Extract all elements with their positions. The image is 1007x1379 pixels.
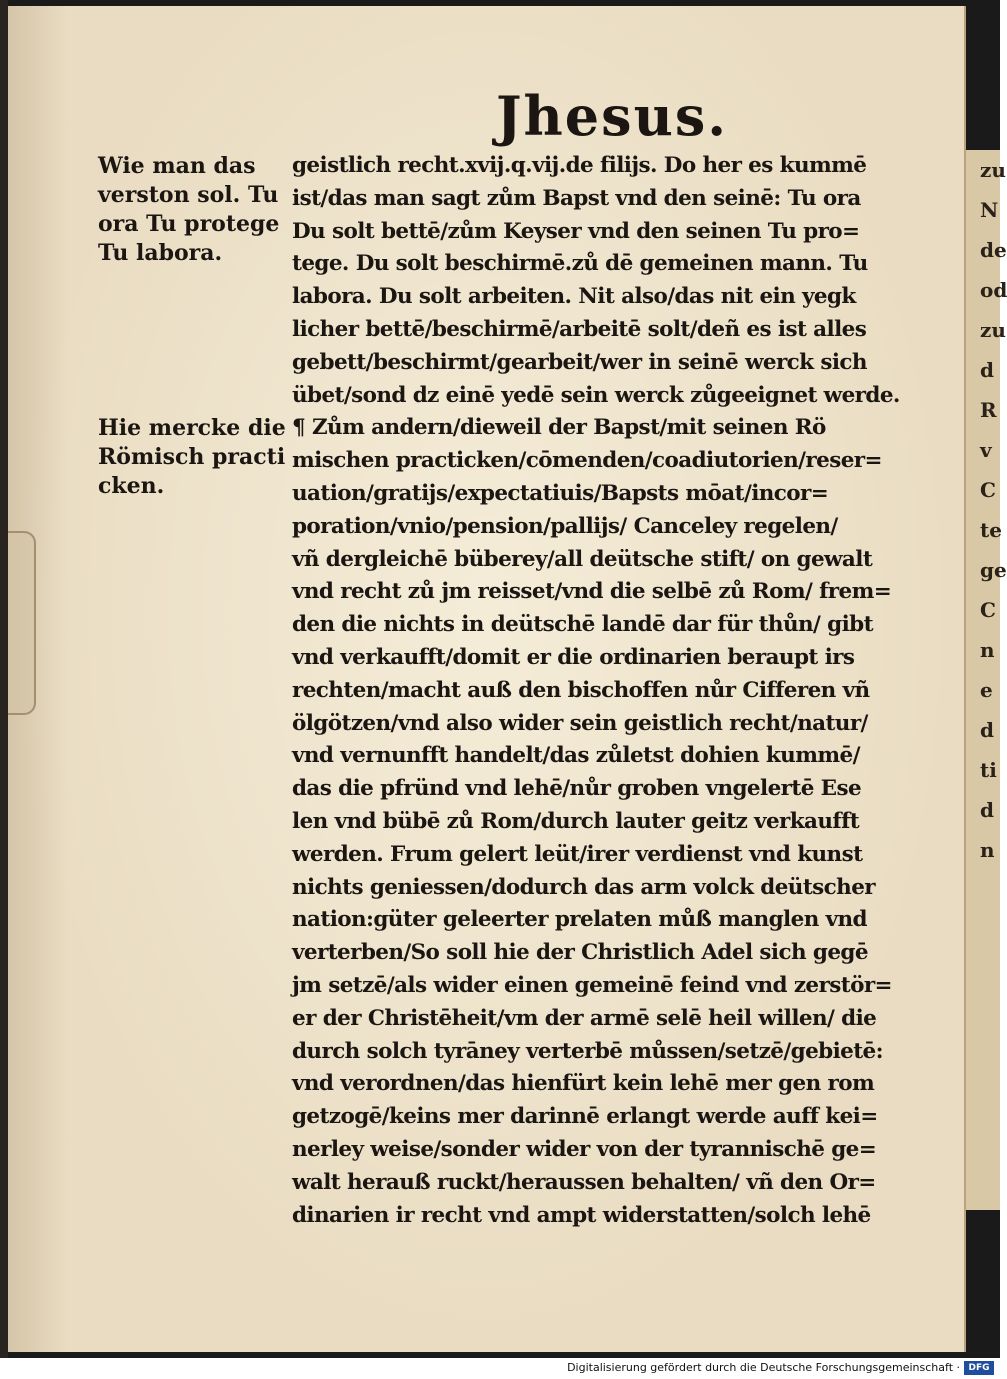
adjacent-page-letter: n	[980, 838, 995, 862]
text-line: verterben/So soll hie der Christlich Adel sich gegē	[292, 940, 868, 966]
adjacent-page-letter: N	[980, 198, 999, 222]
text-line: getzogē/keins mer darinnē erlangt werde auff kei=	[292, 1104, 878, 1130]
margin-note-line: Römisch practi	[98, 444, 286, 470]
text-line: gebett/beschirmt/gearbeit/wer in seinē werck sich	[292, 349, 867, 375]
adjacent-page-letter: od	[980, 278, 1007, 302]
adjacent-page-letter: d	[980, 798, 994, 822]
text-line: er der Christēheit/vm der armē selē heil willen/ die	[292, 1005, 877, 1031]
adjacent-page-letter: v	[980, 438, 992, 462]
text-line: ¶ Zům andern/dieweil der Bapst/mit seinen Rö	[292, 415, 826, 441]
margin-note-line: Tu labora.	[98, 240, 223, 266]
page-clip-mark	[8, 531, 36, 715]
text-line: vnd recht zů jm reisset/vnd die selbē zů Rom/ frem=	[292, 579, 892, 605]
text-line: poration/vnio/pension/pallijs/ Canceley regelen/	[292, 513, 838, 539]
adjacent-page-letter: n	[980, 638, 995, 662]
text-line: mischen practicken/cōmenden/coadiutorien/reser=	[292, 448, 882, 474]
text-line: das die pfründ vnd lehē/nůr groben vngelertē Ese	[292, 776, 862, 802]
text-line: vnd verordnen/das hienfürt kein lehē mer gen rom	[292, 1071, 875, 1097]
adjacent-page-letter: zu	[980, 318, 1006, 342]
adjacent-page-letter: R	[980, 398, 997, 422]
page-heading: Jhesus.	[496, 84, 729, 148]
margin-note-1	[98, 152, 288, 268]
text-line: licher bettē/beschirmē/arbeitē solt/deñ es ist alles	[292, 316, 867, 342]
text-line: jm setzē/als wider einen gemeinē feind vnd zerstör=	[292, 972, 892, 998]
adjacent-page-letter: de	[980, 238, 1007, 262]
text-line: durch solch tyrāney verterbē můssen/setzē/gebietē:	[292, 1038, 883, 1064]
text-line: nerley weise/sonder wider von der tyrannischē ge=	[292, 1136, 877, 1162]
funding-credit: Digitalisierung gefördert durch die Deutsche Forschungsgemeinschaft ·	[567, 1361, 960, 1374]
text-line: rechten/macht auß den bischoffen nůr Cifferen vñ	[292, 677, 870, 703]
adjacent-page-letter: te	[980, 518, 1002, 542]
book-page	[8, 6, 966, 1352]
adjacent-page-letter: d	[980, 358, 994, 382]
text-line: vñ dergleichē büberey/all deütsche stift/ on gewalt	[292, 546, 873, 572]
text-line: nichts geniessen/dodurch das arm volck deütscher	[292, 874, 876, 900]
footer-bar	[0, 1358, 1000, 1379]
main-text-block	[292, 150, 952, 1232]
adjacent-page-letter: e	[980, 678, 993, 702]
margin-note-line: cken.	[98, 473, 165, 499]
text-line: Du solt bettē/zům Keyser vnd den seinen Tu pro=	[292, 218, 860, 244]
text-line: werden. Frum gelert leüt/irer verdienst vnd kunst	[292, 841, 863, 867]
text-line: den die nichts in deütschē landē dar für thůn/ gibt	[292, 612, 873, 638]
adjacent-page-letter: ge	[980, 558, 1007, 582]
margin-note-2	[98, 414, 288, 501]
left-book-edge	[0, 0, 8, 1358]
adjacent-page-letter: ti	[980, 758, 997, 782]
margin-note-line: Wie man das	[98, 153, 256, 179]
text-line: tege. Du solt beschirmē.zů dē gemeinen mann. Tu	[292, 251, 868, 277]
margin-note-line: ora Tu protege	[98, 211, 280, 237]
text-line: ist/das man sagt zům Bapst vnd den seinē: Tu ora	[292, 185, 861, 211]
text-line: labora. Du solt arbeiten. Nit also/das nit ein yegk	[292, 284, 856, 310]
adjacent-page-letter: C	[980, 598, 996, 622]
text-line: vnd vernunfft handelt/das zůletst dohien kummē/	[292, 743, 860, 769]
text-line: dinarien ir recht vnd ampt widerstatten/solch lehē	[292, 1202, 871, 1228]
text-line: nation:güter geleerter prelaten můß manglen vnd	[292, 907, 867, 933]
text-line: übet/sond dz einē yedē sein werck zůgeeignet werde.	[292, 382, 900, 408]
adjacent-page-letter: d	[980, 718, 994, 742]
text-line: geistlich recht.xvij.q.vij.de filijs. Do her es kummē	[292, 153, 867, 178]
text-line: walt herauß ruckt/heraussen behalten/ vñ den Or=	[292, 1169, 876, 1195]
text-line: vnd verkaufft/domit er die ordinarien beraupt irs	[292, 644, 855, 670]
adjacent-page-letter: zu	[980, 158, 1006, 182]
text-line: uation/gratijs/expectatiuis/Bapsts mōat/incor=	[292, 480, 829, 506]
dfg-logo: DFG	[964, 1361, 994, 1375]
text-line: len vnd bübē zů Rom/durch lauter geitz verkaufft	[292, 808, 860, 834]
margin-note-line: verston sol. Tu	[98, 182, 279, 208]
adjacent-page-letter: C	[980, 478, 996, 502]
adjacent-page-fragment	[966, 150, 1007, 1210]
text-line: ölgötzen/vnd also wider sein geistlich recht/natur/	[292, 710, 868, 736]
margin-note-line: Hie mercke die	[98, 415, 286, 441]
